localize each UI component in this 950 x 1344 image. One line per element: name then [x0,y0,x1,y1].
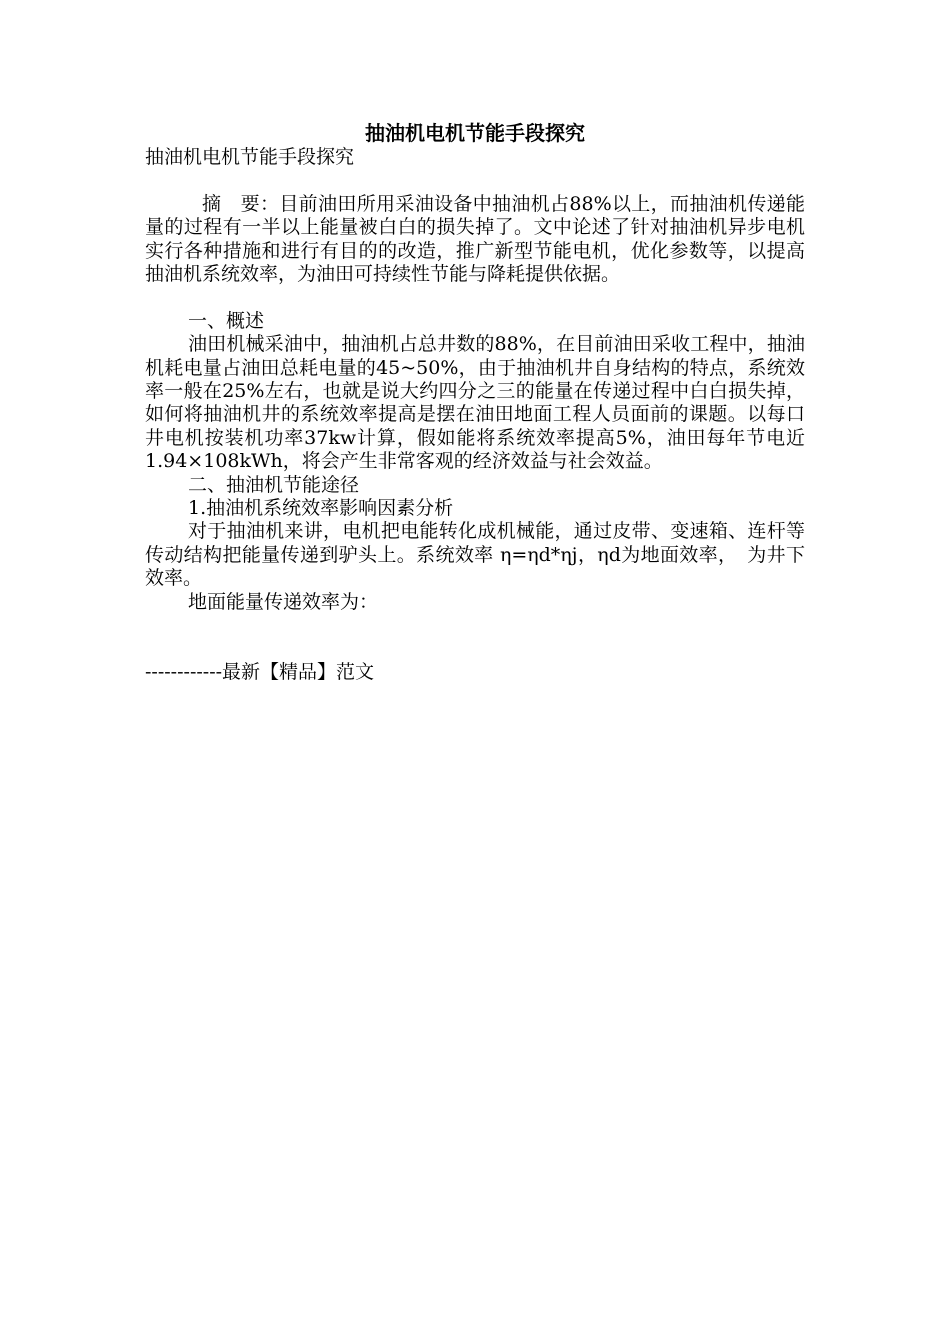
document-page [145,120,805,703]
overview-paragraph: 油田机械采油中，抽油机占总井数的88%，在目前油田采收工程中，抽油机耗电量占油田总耗电量的45~50%，由于抽油机井自身结构的特点，系统效率一般在25%左右，也就是说大约四分之三的能量在传递过程中白白损失掉，如何将抽油机井的系统效率提高是摆在油田地面工程人员面前的课题。以每口井电机按装机功率37kw计算，假如能将系统效率提高5%，油田每年节电近1.94×108kWh，将会产生非常客观的经济效益与社会效益。 [145,333,805,473]
footer-text: ------------最新【精品】范文 [145,661,375,684]
subsection-heading-efficiency-factors: 1.抽油机系统效率影响因素分析 [188,497,454,520]
section-heading-overview: 一、概述 [188,309,265,332]
document-title: 抽油机电机节能手段探究 [365,121,585,145]
section-heading-energy-saving: 二、抽油机节能途径 [188,473,360,496]
ground-efficiency-intro: 地面能量传递效率为： [188,590,379,613]
document-subtitle: 抽油机电机节能手段探究 [145,146,355,168]
abstract-paragraph: 摘 要：目前油田所用采油设备中抽油机占88%以上，而抽油机传递能量的过程有一半以上能量被白白的损失掉了。文中论述了针对抽油机异步电机实行各种措施和进行有目的的改造，推广新型节能电机，优化参数等，以提高抽油机系统效率，为油田可持续性节能与降耗提供依据。 [145,192,805,286]
efficiency-paragraph: 对于抽油机来讲，电机把电能转化成机械能，通过皮带、变速箱、连杆等传动结构把能量传递到驴头上。系统效率 η=ηd*ηj，ηd为地面效率， 为井下效率。 [145,520,805,590]
